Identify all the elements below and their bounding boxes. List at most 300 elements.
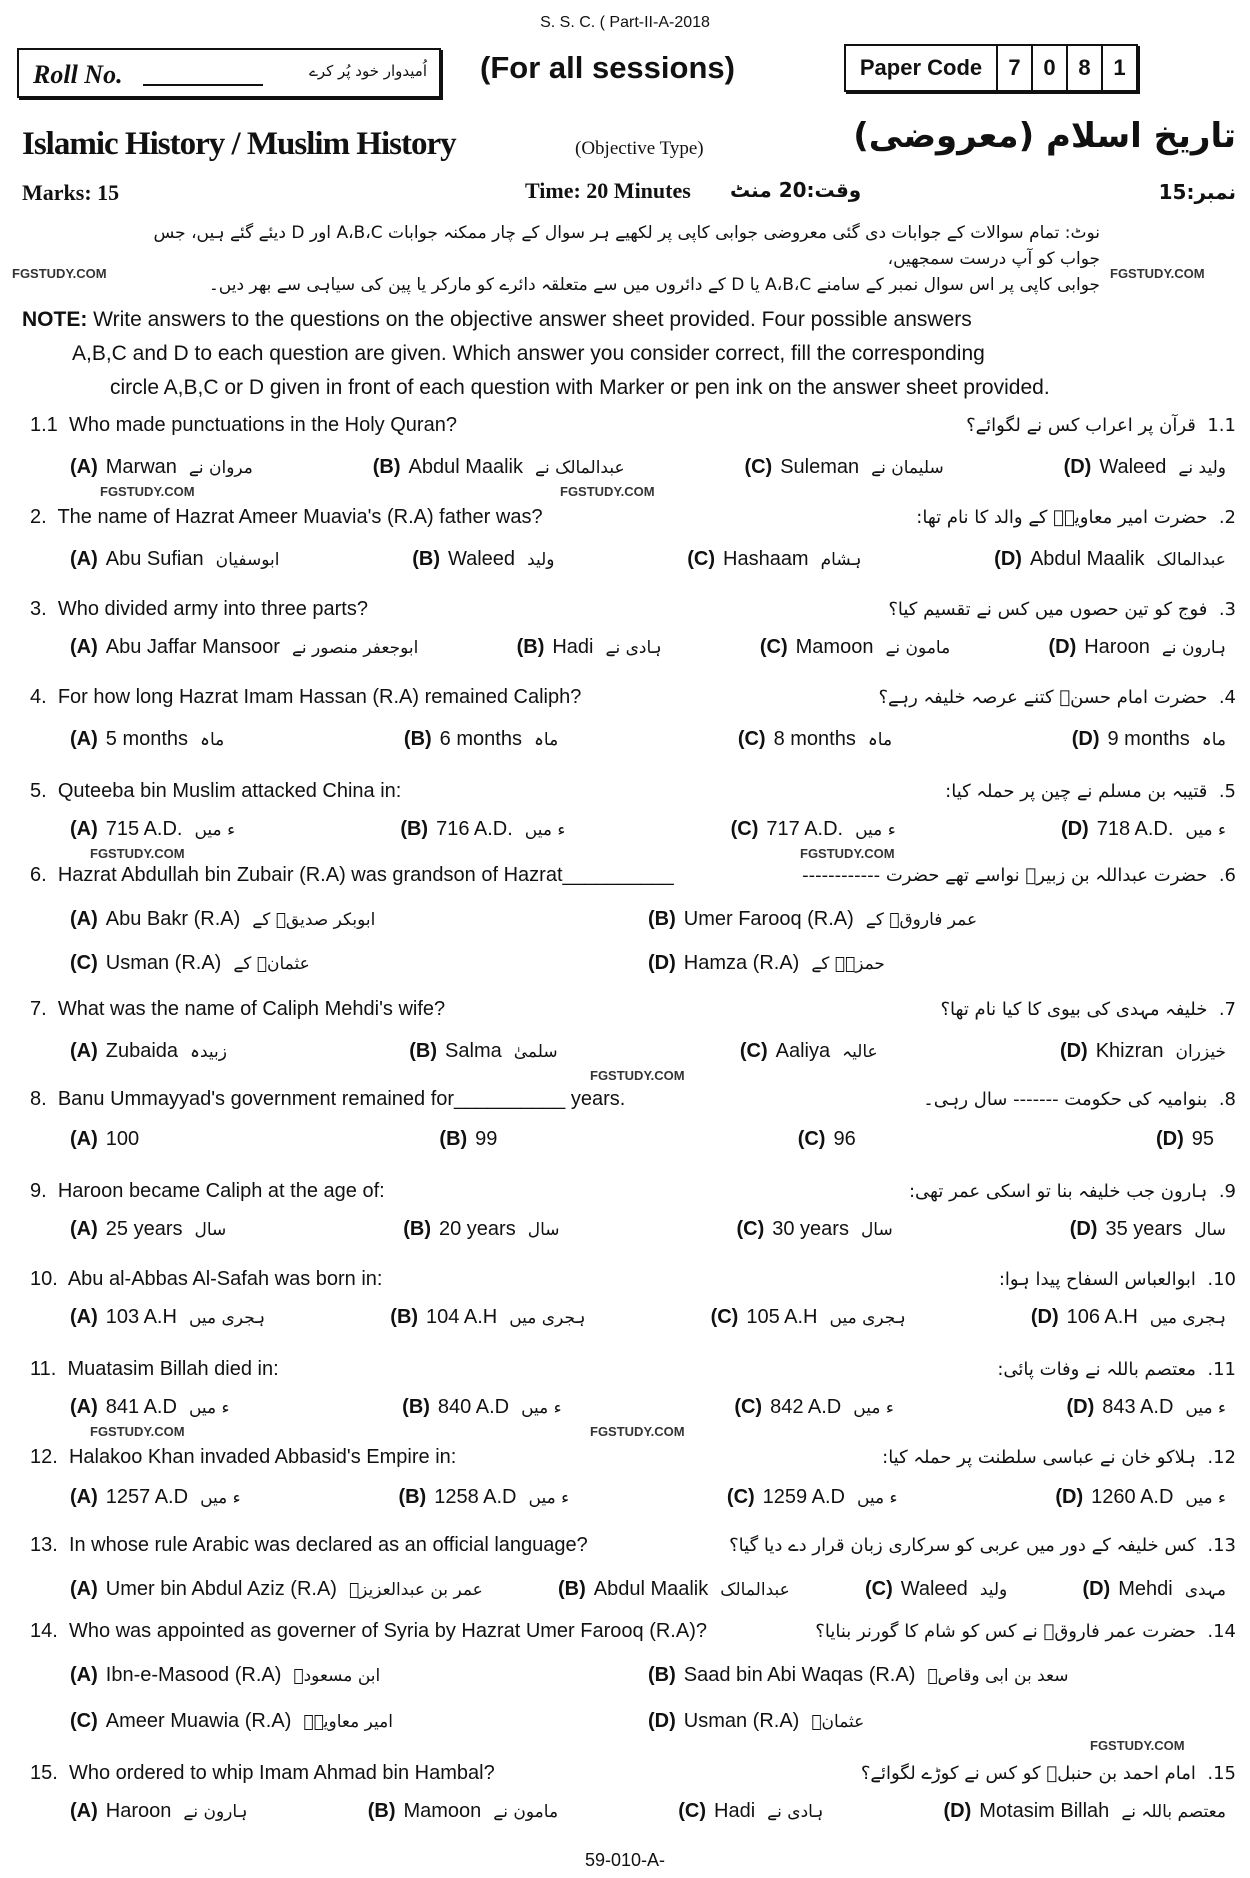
- option-letter: (D): [1066, 1396, 1095, 1418]
- answer-option[interactable]: [648, 908, 1226, 931]
- options-row: [70, 1128, 1226, 1151]
- option-urdu: ء میں: [1185, 1488, 1226, 1508]
- option-letter: (B): [398, 1486, 427, 1508]
- question-row: [30, 1358, 1236, 1381]
- option-urdu: ء میں: [853, 1398, 894, 1418]
- options-row: [70, 1396, 1226, 1419]
- question-number-urdu: 1.1: [1207, 415, 1236, 436]
- option-text: Mamoon: [403, 1800, 482, 1822]
- options-row: [70, 818, 1226, 841]
- question-english: Who was appointed as governer of Syria by Hazrat Umer Farooq (R.A)?: [68, 1620, 707, 1642]
- answer-option[interactable]: [70, 818, 235, 841]
- paper-code-digit: 8: [1066, 46, 1101, 90]
- option-urdu: ولید: [979, 1580, 1008, 1600]
- answer-option[interactable]: [994, 548, 1226, 571]
- answer-option[interactable]: [70, 1710, 648, 1733]
- option-urdu: ابوجعفر منصور نے: [291, 638, 419, 658]
- question-urdu: [909, 1181, 1236, 1202]
- answer-option[interactable]: [70, 1218, 226, 1241]
- option-urdu: ہارون نے: [183, 1802, 248, 1822]
- option-urdu: عثمانؓ: [811, 1712, 865, 1732]
- option-text: Usman (R.A): [683, 1710, 800, 1732]
- time-urdu: وقت:20 منٹ: [730, 178, 862, 202]
- option-urdu: سلمیٰ: [513, 1042, 558, 1062]
- answer-option[interactable]: [403, 1218, 559, 1241]
- note-line-1: [22, 308, 972, 332]
- option-urdu: ء میں: [1185, 820, 1226, 840]
- answer-option[interactable]: [70, 1800, 248, 1823]
- question-urdu-text: ہارون جب خلیفہ بنا تو اسکی عمر تھی:: [908, 1181, 1208, 1202]
- option-letter: (A): [70, 818, 98, 840]
- answer-option[interactable]: [70, 1396, 230, 1419]
- option-letter: (D): [1060, 818, 1089, 840]
- answer-option[interactable]: [398, 1486, 569, 1509]
- option-letter: (A): [70, 1486, 98, 1508]
- question-english: Who ordered to whip Imam Ahmad bin Hambal?: [68, 1762, 495, 1784]
- option-text: Abu Bakr (R.A): [105, 908, 241, 930]
- question-urdu: [945, 781, 1236, 802]
- option-letter: (D): [648, 952, 676, 974]
- options-row: [70, 548, 1226, 571]
- option-urdu: سال: [860, 1220, 893, 1240]
- option-letter: (A): [70, 636, 98, 658]
- option-text: 715 A.D.: [105, 818, 183, 840]
- option-text: Hadi: [714, 1800, 756, 1822]
- option-letter: (D): [648, 1710, 676, 1732]
- marks: Marks: 15: [22, 180, 120, 205]
- answer-option[interactable]: [390, 1306, 585, 1329]
- paper-code-box: [844, 44, 1138, 92]
- question-number: 1.1: [30, 414, 58, 436]
- option-text: 842 A.D: [770, 1396, 842, 1418]
- answer-option[interactable]: [711, 1306, 906, 1329]
- option-urdu: ماہ: [1201, 730, 1226, 750]
- option-letter: (B): [412, 548, 440, 570]
- question-urdu-text: حضرت امیر معاویہؓ کے والد کا نام تھا:: [916, 507, 1208, 528]
- answer-option[interactable]: [1066, 1396, 1226, 1419]
- watermark: FGSTUDY.COM: [590, 1424, 685, 1439]
- urdu-note: [140, 220, 1100, 298]
- option-urdu: مہدی: [1184, 1580, 1226, 1600]
- answer-option[interactable]: [1048, 636, 1226, 659]
- option-urdu: ء میں: [188, 1398, 230, 1418]
- option-text: 35 years: [1105, 1218, 1183, 1240]
- option-text: Suleman: [780, 456, 860, 478]
- option-text: Hadi: [552, 636, 594, 658]
- option-text: 841 A.D: [105, 1396, 177, 1418]
- question-urdu: [861, 1763, 1236, 1784]
- question-urdu-text: قتیبہ بن مسلم نے چین پر حملہ کیا:: [945, 781, 1208, 802]
- option-text: 843 A.D: [1102, 1396, 1174, 1418]
- option-text: 20 years: [439, 1218, 516, 1240]
- answer-option[interactable]: [402, 1396, 562, 1419]
- option-text: Zubaida: [105, 1040, 179, 1062]
- option-text: 5 months: [105, 728, 189, 750]
- question-urdu: [802, 865, 1236, 886]
- option-letter: (C): [70, 1710, 98, 1732]
- answer-option[interactable]: [734, 1396, 894, 1419]
- answer-option[interactable]: [70, 548, 280, 571]
- answer-option[interactable]: [70, 952, 648, 975]
- option-urdu: ہجری میں: [509, 1308, 586, 1328]
- options-row: [70, 1800, 1226, 1823]
- option-urdu: حمزہؓ کے: [811, 954, 885, 974]
- option-letter: (C): [687, 548, 715, 570]
- question-english: Banu Ummayyad's government remained for__________ years.: [57, 1088, 626, 1110]
- option-letter: (B): [403, 728, 432, 750]
- option-urdu: عبدالمالک: [1156, 550, 1226, 570]
- option-letter: (C): [70, 952, 98, 974]
- footer-code: 59-010-A-: [584, 1850, 666, 1870]
- question-urdu-text: حضرت امام حسنؓ کتنے عرصہ خلیفہ رہے؟: [878, 687, 1208, 708]
- option-text: Aaliya: [775, 1040, 831, 1062]
- paper-code-digit: 0: [1031, 46, 1066, 90]
- answer-option[interactable]: [70, 636, 418, 659]
- question-english: Haroon became Caliph at the age of:: [57, 1180, 385, 1202]
- options-row: [70, 952, 1226, 975]
- answer-option[interactable]: [400, 818, 565, 841]
- option-text: 1260 A.D: [1091, 1486, 1174, 1508]
- answer-option[interactable]: [368, 1800, 558, 1823]
- question-number-urdu: 14.: [1207, 1621, 1236, 1642]
- question-number-urdu: 8.: [1218, 1089, 1236, 1110]
- option-text: 840 A.D: [437, 1396, 510, 1418]
- options-row: [70, 1486, 1226, 1509]
- note-label: NOTE:: [22, 308, 88, 331]
- answer-option[interactable]: [1082, 1578, 1226, 1601]
- option-urdu: ہجری میں: [1149, 1308, 1226, 1328]
- option-text: Haroon: [105, 1800, 172, 1822]
- option-letter: (B): [409, 1040, 438, 1062]
- option-letter: (C): [744, 456, 773, 478]
- answer-option[interactable]: [1061, 818, 1226, 841]
- option-text: Waleed: [1099, 456, 1167, 478]
- option-text: Umer Farooq (R.A): [683, 908, 854, 930]
- option-letter: (A): [70, 548, 98, 570]
- watermark: FGSTUDY.COM: [100, 484, 195, 499]
- note-line-3: circle A,B,C or D given in front of each question with Marker or pen ink on the answer sheet provided.: [110, 376, 1050, 399]
- question-english: Who divided army into three parts?: [57, 598, 368, 620]
- option-urdu: ابن مسعودؓ: [293, 1666, 381, 1686]
- option-letter: (C): [739, 1040, 768, 1062]
- note-text: Write answers to the questions on the objective answer sheet provided. Four possible answers: [93, 308, 972, 331]
- option-urdu: ء میں: [1185, 1398, 1226, 1418]
- question-urdu-text: کس خلیفہ کے دور میں عربی کو سرکاری زبان قرار دے دیا گیا؟: [729, 1535, 1196, 1556]
- paper-code-label: Paper Code: [859, 55, 983, 80]
- option-text: Waleed: [900, 1578, 968, 1600]
- answer-option[interactable]: [70, 1128, 151, 1151]
- question-row: [30, 414, 1236, 437]
- question-number: 9.: [30, 1180, 47, 1202]
- question-row: [30, 864, 1236, 887]
- paper-title: Islamic History / Muslim History: [22, 126, 456, 162]
- answer-option[interactable]: [798, 1128, 868, 1151]
- option-urdu: عثمانؓ کے: [233, 954, 310, 974]
- option-letter: (C): [678, 1800, 707, 1822]
- answer-option[interactable]: [1064, 456, 1226, 479]
- question-text: [30, 1268, 382, 1291]
- question-row: [30, 780, 1236, 803]
- option-urdu: ہادی نے: [605, 638, 662, 658]
- question-number: 3.: [30, 598, 47, 620]
- answer-option[interactable]: [1031, 1306, 1226, 1329]
- option-urdu: عبدالمالک: [720, 1580, 790, 1600]
- option-urdu: ء میں: [194, 820, 236, 840]
- option-letter: (B): [516, 636, 545, 658]
- sessions-label: (For all sessions): [480, 50, 735, 85]
- option-text: 25 years: [105, 1218, 183, 1240]
- option-urdu: ء میں: [200, 1488, 241, 1508]
- question-urdu-text: فوج کو تین حصوں میں کس نے تقسیم کیا؟: [888, 599, 1208, 620]
- options-row: [70, 728, 1226, 751]
- question-english: Quteeba bin Muslim attacked China in:: [57, 780, 402, 802]
- option-text: Waleed: [447, 548, 516, 570]
- answer-option[interactable]: [439, 1128, 509, 1151]
- option-urdu: عالیہ: [842, 1042, 878, 1062]
- answer-option[interactable]: [70, 456, 253, 479]
- option-text: Hamza (R.A): [683, 952, 800, 974]
- option-letter: (D): [1155, 1128, 1184, 1150]
- answer-option[interactable]: [1055, 1486, 1226, 1509]
- question-text: [30, 1762, 495, 1785]
- option-letter: (D): [1069, 1218, 1098, 1240]
- options-row: [70, 456, 1226, 479]
- question-number-urdu: 4.: [1218, 687, 1236, 708]
- question-number-urdu: 11.: [1207, 1359, 1236, 1380]
- options-row: [70, 908, 1226, 931]
- answer-option[interactable]: [731, 818, 896, 841]
- answer-option[interactable]: [70, 1578, 483, 1601]
- option-letter: (C): [736, 1218, 765, 1240]
- question-urdu: [815, 1621, 1236, 1642]
- option-text: Salma: [445, 1040, 502, 1062]
- question-number: 10.: [30, 1268, 58, 1290]
- question-number: 13.: [30, 1534, 58, 1556]
- question-text: [30, 414, 457, 437]
- question-urdu: [940, 999, 1236, 1020]
- watermark: FGSTUDY.COM: [1090, 1738, 1185, 1753]
- option-text: Abdul Maalik: [593, 1578, 709, 1600]
- question-number-urdu: 15.: [1207, 1763, 1236, 1784]
- watermark: FGSTUDY.COM: [590, 1068, 685, 1083]
- option-letter: (D): [994, 548, 1022, 570]
- answer-option[interactable]: [373, 456, 625, 479]
- option-urdu: عبدالمالک نے: [535, 458, 625, 478]
- question-urdu-text: حضرت عبداللہ بن زبیرؓ نواسے تھے حضرت ------------: [802, 865, 1208, 886]
- option-text: 8 months: [773, 728, 856, 750]
- option-urdu: زبیدہ: [190, 1042, 228, 1062]
- question-urdu: [916, 507, 1236, 528]
- option-letter: (B): [403, 1218, 431, 1240]
- answer-option[interactable]: [687, 548, 861, 571]
- option-urdu: ماہ: [533, 730, 559, 750]
- option-letter: (D): [1030, 1306, 1059, 1328]
- note-line-2: A,B,C and D to each question are given. Which answer you consider correct, fill the corresponding: [72, 342, 985, 365]
- question-row: [30, 686, 1236, 709]
- options-row: [70, 1664, 1226, 1687]
- option-text: Abu Jaffar Mansoor: [105, 636, 280, 658]
- answer-option[interactable]: [412, 548, 554, 571]
- watermark: FGSTUDY.COM: [90, 1424, 185, 1439]
- roll-number-label: Roll No.: [33, 60, 123, 89]
- paper-title-urdu: تاریخ اسلام (معروضی): [853, 116, 1236, 156]
- option-text: 30 years: [772, 1218, 849, 1240]
- answer-option[interactable]: [409, 1040, 557, 1063]
- option-letter: (A): [70, 1396, 98, 1418]
- option-letter: (B): [390, 1306, 419, 1328]
- option-letter: (B): [648, 1664, 676, 1686]
- question-english: Muatasim Billah died in:: [67, 1358, 279, 1380]
- option-text: 718 A.D.: [1096, 818, 1174, 840]
- question-number: 8.: [30, 1088, 47, 1110]
- option-text: 716 A.D.: [436, 818, 513, 840]
- option-urdu: ماہ: [867, 730, 893, 750]
- option-letter: (A): [70, 1306, 98, 1328]
- option-urdu: خیزران: [1175, 1042, 1226, 1062]
- option-text: Abdul Maalik: [408, 456, 524, 478]
- question-english: Halakoo Khan invaded Abbasid's Empire in:: [68, 1446, 457, 1468]
- option-urdu: مامون نے: [885, 638, 951, 658]
- answer-option[interactable]: [1156, 1128, 1226, 1151]
- option-text: 9 months: [1107, 728, 1190, 750]
- question-number: 4.: [30, 686, 47, 708]
- answer-option[interactable]: [736, 1218, 892, 1241]
- option-text: Ameer Muawia (R.A): [105, 1710, 292, 1732]
- option-text: 103 A.H: [105, 1306, 177, 1328]
- question-text: [30, 864, 674, 887]
- option-text: 6 months: [439, 728, 522, 750]
- paper-code-digit: 7: [996, 46, 1031, 90]
- option-text: 1259 A.D: [762, 1486, 845, 1508]
- question-number: 7.: [30, 998, 47, 1020]
- question-urdu: [878, 687, 1236, 708]
- answer-option[interactable]: [70, 1664, 648, 1687]
- option-letter: (D): [1063, 456, 1092, 478]
- answer-option[interactable]: [648, 952, 1226, 975]
- answer-option[interactable]: [70, 1306, 265, 1329]
- question-text: [30, 1534, 588, 1557]
- option-letter: (A): [70, 456, 98, 478]
- option-urdu: ء میں: [521, 1398, 562, 1418]
- answer-option[interactable]: [760, 636, 950, 659]
- question-english: In whose rule Arabic was declared as an official language?: [68, 1534, 588, 1556]
- answer-option[interactable]: [1072, 728, 1226, 751]
- option-text: Usman (R.A): [105, 952, 222, 974]
- option-text: Abu Sufian: [105, 548, 204, 570]
- option-text: Saad bin Abi Waqas (R.A): [683, 1664, 916, 1686]
- option-letter: (D): [1082, 1578, 1111, 1600]
- answer-option[interactable]: [404, 728, 558, 751]
- question-urdu: [997, 1359, 1236, 1380]
- answer-option[interactable]: [678, 1800, 823, 1823]
- answer-option[interactable]: [558, 1578, 790, 1601]
- option-text: Hashaam: [723, 548, 809, 570]
- option-urdu: سال: [194, 1220, 227, 1240]
- roll-number-box: [17, 48, 441, 98]
- answer-option[interactable]: [1060, 1040, 1226, 1063]
- option-letter: (C): [726, 1486, 755, 1508]
- option-urdu: ولید: [527, 550, 555, 570]
- question-row: [30, 998, 1236, 1021]
- watermark: FGSTUDY.COM: [1110, 266, 1205, 281]
- option-letter: (C): [864, 1578, 893, 1600]
- option-urdu: سال: [527, 1220, 560, 1240]
- option-urdu: ولید نے: [1178, 458, 1226, 478]
- question-text: [30, 1620, 707, 1643]
- question-number-urdu: 3.: [1218, 599, 1236, 620]
- question-urdu-text: امام احمد بن حنبلؒ کو کس نے کوڑے لگوائے؟: [860, 1763, 1196, 1784]
- roll-number-field[interactable]: [143, 84, 263, 86]
- answer-option[interactable]: [727, 1486, 898, 1509]
- option-urdu: ابوسفیان: [215, 550, 280, 570]
- question-text: [30, 998, 445, 1021]
- answer-option[interactable]: [865, 1578, 1007, 1601]
- answer-option[interactable]: [648, 1664, 1226, 1687]
- option-letter: (D): [1071, 728, 1100, 750]
- answer-option[interactable]: [738, 728, 892, 751]
- option-text: 99: [475, 1128, 498, 1150]
- option-urdu: سعد بن ابی وقاصؓ: [927, 1666, 1069, 1686]
- option-letter: (A): [70, 908, 98, 930]
- options-row: [70, 1578, 1226, 1601]
- question-number-urdu: 6.: [1218, 865, 1236, 886]
- answer-option[interactable]: [70, 1486, 241, 1509]
- question-number: 14.: [30, 1620, 58, 1642]
- question-text: [30, 686, 581, 709]
- question-number-urdu: 12.: [1207, 1447, 1236, 1468]
- watermark: FGSTUDY.COM: [800, 846, 895, 861]
- answer-option[interactable]: [744, 456, 943, 479]
- question-row: [30, 1762, 1236, 1785]
- option-letter: (C): [710, 1306, 739, 1328]
- answer-option[interactable]: [740, 1040, 878, 1063]
- answer-option[interactable]: [1070, 1218, 1226, 1241]
- answer-option[interactable]: [70, 1040, 227, 1063]
- option-letter: (B): [557, 1578, 586, 1600]
- option-urdu: ہجری میں: [188, 1308, 266, 1328]
- answer-option[interactable]: [70, 728, 224, 751]
- question-row: [30, 506, 1236, 529]
- option-urdu: سلیمان نے: [871, 458, 944, 478]
- option-text: 100: [105, 1128, 140, 1150]
- options-row: [70, 1710, 1226, 1733]
- options-row: [70, 1218, 1226, 1241]
- option-urdu: ماہ: [200, 730, 225, 750]
- answer-option[interactable]: [944, 1800, 1227, 1823]
- answer-option[interactable]: [70, 908, 648, 931]
- option-text: Khizran: [1095, 1040, 1164, 1062]
- question-english: The name of Hazrat Ameer Muavia's (R.A) father was?: [57, 506, 543, 528]
- option-urdu: ہجری میں: [829, 1308, 906, 1328]
- option-letter: (A): [70, 1218, 98, 1240]
- option-letter: (B): [372, 456, 401, 478]
- watermark: FGSTUDY.COM: [12, 266, 107, 281]
- answer-option[interactable]: [517, 636, 662, 659]
- question-row: [30, 1268, 1236, 1291]
- option-text: Abdul Maalik: [1029, 548, 1145, 570]
- question-number: 12.: [30, 1446, 58, 1468]
- question-urdu: [882, 1447, 1236, 1468]
- option-text: 105 A.H: [746, 1306, 818, 1328]
- option-letter: (B): [400, 818, 429, 840]
- option-letter: (C): [759, 636, 788, 658]
- option-text: 95: [1191, 1128, 1214, 1150]
- answer-option[interactable]: [648, 1710, 1226, 1733]
- paper-subtitle: (Objective Type): [575, 138, 704, 159]
- question-urdu: [999, 1269, 1236, 1290]
- option-urdu: مامون نے: [493, 1802, 559, 1822]
- paper-code-digit: 1: [1101, 46, 1136, 90]
